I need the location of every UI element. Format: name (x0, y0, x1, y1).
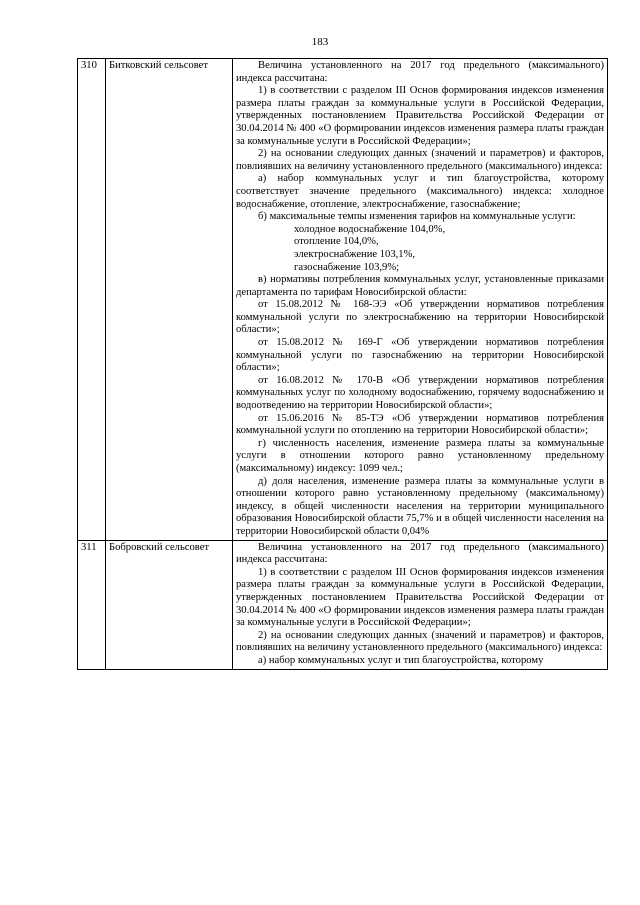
row-description (233, 59, 608, 541)
paragraph: от 16.08.2012 № 170-В «Об утверждении нормативов потребления коммунальных услуг по холодному водоснабжению, горячему водоснабжению и водоотведению на территории Новосибирской области»; (236, 374, 604, 412)
tariff-rate: газоснабжение 103,9%; (294, 261, 400, 273)
paragraph: Величина установленного на 2017 год предельного (максимального) индекса рассчитана: (236, 60, 604, 84)
tariff-index-table (77, 58, 608, 670)
municipality-name: Бобровский сельсовет (106, 540, 233, 669)
paragraph: д) доля населения, изменение размера платы за коммунальные услуги в отношении которого равно установленному предельному (максимальному) индексу, в общей численности населения на территории муниципального образования Новосибирской области 75,7% и в общей численности населения на территории Новосибирской области 0,04% (236, 475, 604, 537)
paragraph: 1) в соответствии с разделом III Основ формирования индексов изменения размера платы граждан за коммунальные услуги в Российской Федерации, утвержденных постановлением Правительства Российской Федерации от 30.04.2014 № 400 «О формировании индексов изменения размера платы граждан за коммунальные услуги в Российской Федерации»; (236, 85, 604, 147)
paragraph: 1) в соответствии с разделом III Основ формирования индексов изменения размера платы граждан за коммунальные услуги в Российской Федерации, утвержденных постановлением Правительства Российской Федерации от 30.04.2014 № 400 «О формировании индексов изменения размера платы граждан за коммунальные услуги в Российской Федерации»; (236, 566, 604, 629)
tariff-rate: холодное водоснабжение 104,0%, (294, 223, 446, 235)
paragraph: г) численность населения, изменение размера платы за коммунальные услуги в отношении которого равно установленному предельному (максимальному) индексу: 1099 чел.; (236, 437, 604, 474)
row-number: 311 (78, 540, 106, 669)
paragraph: а) набор коммунальных услуг и тип благоустройства, которому (258, 654, 544, 666)
row-description (233, 540, 608, 669)
paragraph: а) набор коммунальных услуг и тип благоустройства, которому соответствует значение предельного (максимального) индекса: холодное водоснабжение, отопление, электроснабжение, газоснабжение; (236, 173, 604, 210)
paragraph: 2) на основании следующих данных (значений и параметров) и факторов, повлиявших на величину установленного предельного (максимального) индекса: (236, 148, 604, 172)
tariff-rate: отопление 104,0%, (294, 236, 379, 248)
municipality-name: Битковский сельсовет (106, 59, 233, 541)
paragraph: Величина установленного на 2017 год предельного (максимального) индекса рассчитана: (236, 541, 604, 566)
paragraph: 2) на основании следующих данных (значений и параметров) и факторов, повлиявших на величину установленного предельного (максимального) индекса: (236, 629, 604, 654)
table-row (78, 59, 608, 541)
paragraph: от 15.08.2012 № 169-Г «Об утверждении нормативов потребления коммунальной услуги по газоснабжению на территории Новосибирской области»; (236, 337, 604, 374)
row-number: 310 (78, 59, 106, 541)
paragraph: в) нормативы потребления коммунальных услуг, установленные приказами департамента по тарифам Новосибирской области: (236, 274, 604, 298)
paragraph: от 15.06.2016 № 85-ТЭ «Об утверждении нормативов потребления коммунальной услуги по отоплению на территории Новосибирской области»; (236, 412, 604, 437)
paragraph: б) максимальные темпы изменения тарифов на коммунальные услуги: (258, 211, 576, 223)
paragraph: от 15.08.2012 № 168-ЭЭ «Об утверждении нормативов потребления коммунальной услуги по электроснабжению на территории Новосибирской области»; (236, 299, 604, 336)
page-number: 183 (311, 36, 329, 48)
tariff-rate: электроснабжение 103,1%, (294, 248, 416, 260)
table-row (78, 540, 608, 669)
